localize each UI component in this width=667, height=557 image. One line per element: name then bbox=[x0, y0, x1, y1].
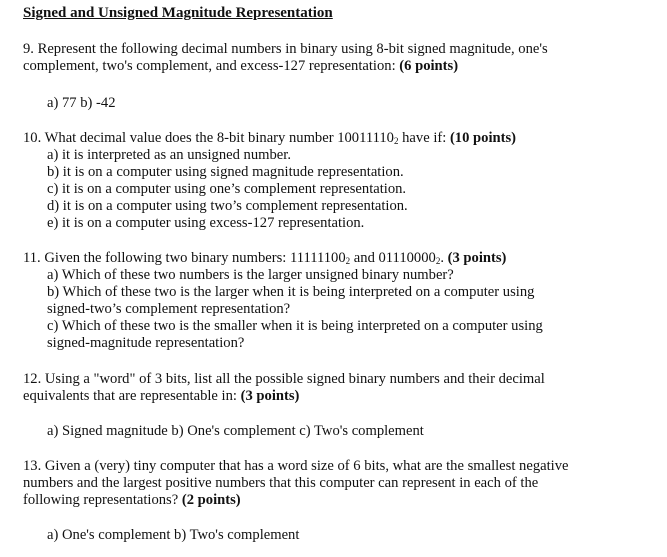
q9-answers: a) 77 b) -42 bbox=[47, 95, 116, 111]
q10-stem-mid: have if: bbox=[398, 130, 450, 146]
q9-line-1: 9. Represent the following decimal numbers in binary using 8-bit signed magnitude, one's bbox=[23, 41, 548, 57]
question-13 bbox=[23, 458, 643, 509]
q13-line-1: 13. Given a (very) tiny computer that has a word size of 6 bits, what are the smallest negative bbox=[23, 458, 569, 474]
q13-line-3 bbox=[23, 492, 643, 509]
q10-item-c: c) it is on a computer using one’s complement representation. bbox=[47, 181, 407, 197]
q11-stem bbox=[23, 250, 643, 267]
q11-item-c-line-2: signed-magnitude representation? bbox=[47, 335, 245, 351]
q13-line-3-text: following representations? bbox=[23, 492, 182, 508]
q9-line-2 bbox=[23, 58, 643, 75]
q13-line-2: numbers and the largest positive numbers that this computer can represent in each of the bbox=[23, 475, 539, 491]
q12-line-2 bbox=[23, 388, 643, 405]
q10-stem-subscript: 2 bbox=[393, 136, 399, 146]
q11-stem-end: . bbox=[440, 250, 448, 266]
question-11 bbox=[23, 250, 643, 352]
q12-line-2-text: equivalents that are representable in: bbox=[23, 388, 241, 404]
q10-stem-text: 10. What decimal value does the 8-bit binary number 10011110 bbox=[23, 130, 394, 146]
question-12 bbox=[23, 371, 643, 405]
q11-item-b-line-2: signed-two’s complement representation? bbox=[47, 301, 291, 317]
q10-points: (10 points) bbox=[449, 130, 517, 146]
q10-item-a: a) it is interpreted as an unsigned number. bbox=[47, 147, 291, 163]
question-10 bbox=[23, 130, 643, 232]
q13-answers: a) One's complement b) Two's complement bbox=[47, 527, 300, 543]
q12-line-1: 12. Using a "word" of 3 bits, list all the possible signed binary numbers and their decimal bbox=[23, 371, 545, 387]
page-title: Signed and Unsigned Magnitude Representation bbox=[23, 5, 333, 21]
q11-stem-text: 11. Given the following two binary numbers: 11111100 bbox=[23, 250, 346, 266]
q11-stem-subscript-2: 2 bbox=[435, 256, 441, 266]
q10-item-e: e) it is on a computer using excess-127 representation. bbox=[47, 215, 365, 231]
q10-stem bbox=[23, 130, 643, 147]
q13-points: (2 points) bbox=[181, 492, 241, 508]
q9-line-2-text: complement, two's complement, and excess-127 representation: bbox=[23, 58, 400, 74]
q11-item-c-line-1: c) Which of these two is the smaller when it is being interpreted on a computer using bbox=[47, 318, 543, 334]
q10-item-d: d) it is on a computer using two’s complement representation. bbox=[47, 198, 408, 214]
q11-stem-mid: and 01110000 bbox=[350, 250, 436, 266]
q10-item-b: b) it is on a computer using signed magnitude representation. bbox=[47, 164, 404, 180]
question-9 bbox=[23, 41, 643, 75]
q9-points: (6 points) bbox=[399, 58, 459, 74]
q12-answers: a) Signed magnitude b) One's complement c) Two's complement bbox=[47, 423, 424, 439]
q11-item-a: a) Which of these two numbers is the larger unsigned binary number? bbox=[47, 267, 454, 283]
q11-item-b-line-1: b) Which of these two is the larger when it is being interpreted on a computer using bbox=[47, 284, 535, 300]
q11-points: (3 points) bbox=[447, 250, 507, 266]
q11-stem-subscript-1: 2 bbox=[345, 256, 351, 266]
q12-points: (3 points) bbox=[240, 388, 300, 404]
